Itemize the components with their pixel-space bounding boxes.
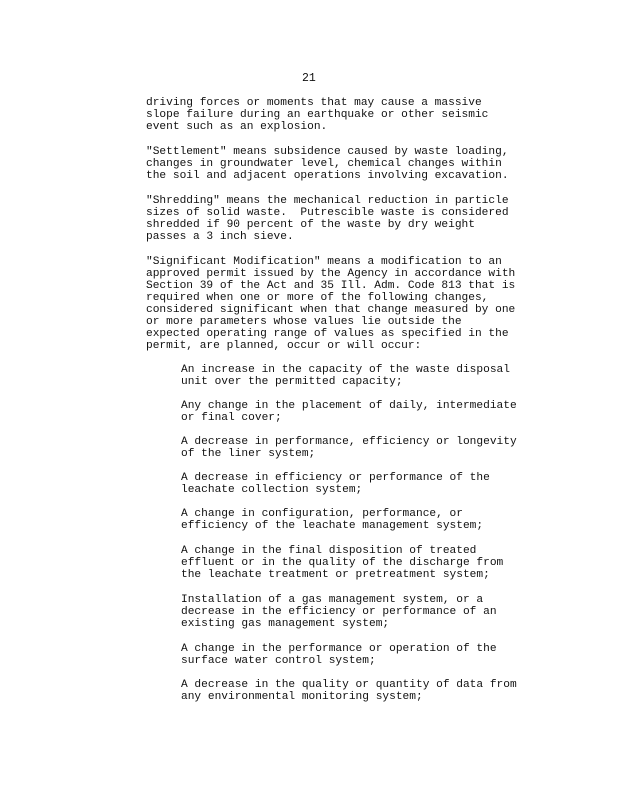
paragraph-significant-modification-definition: "Significant Modification" means a modification to an approved permit issued by the Agency in accordance with Section 39 of the Act and 35 Ill. Adm. Code 813 that is required when one or more of the following changes, considered significant when that change measured by one or more parameters whose values lie outside the expected operating range of values as specified in the permit, are planned, occur or will occur: — [146, 256, 516, 352]
paragraph-settlement-definition: "Settlement" means subsidence caused by waste loading, changes in groundwater level, chemical changes within the soil and adjacent operations involving excavation. — [146, 146, 509, 182]
list-item: A decrease in the quality or quantity of data from any environmental monitoring system; — [181, 679, 517, 703]
list-item: An increase in the capacity of the waste disposal unit over the permitted capacity; — [181, 364, 510, 388]
list-item: A decrease in efficiency or performance of the leachate collection system; — [181, 472, 490, 496]
list-item: A change in the performance or operation of the surface water control system; — [181, 643, 497, 667]
paragraph-seismic-continuation: driving forces or moments that may cause a massive slope failure during an earthquake or other seismic event such as an explosion. — [146, 97, 489, 133]
paragraph-shredding-definition: "Shredding" means the mechanical reduction in particle sizes of solid waste. Putrescible waste is considered shredded if 90 percent of the waste by dry weight passes a 3 inch sieve. — [146, 195, 509, 243]
list-item: A change in configuration, performance, or efficiency of the leachate management system; — [181, 508, 484, 532]
list-item: Any change in the placement of daily, intermediate or final cover; — [181, 400, 517, 424]
list-item: A change in the final disposition of treated effluent or in the quality of the discharge from the leachate treatment or pretreatment system; — [181, 545, 504, 581]
list-item: Installation of a gas management system, or a decrease in the efficiency or performance of an existing gas management system; — [181, 594, 497, 630]
page-number: 21 — [302, 72, 316, 85]
list-item: A decrease in performance, efficiency or longevity of the liner system; — [181, 436, 517, 460]
